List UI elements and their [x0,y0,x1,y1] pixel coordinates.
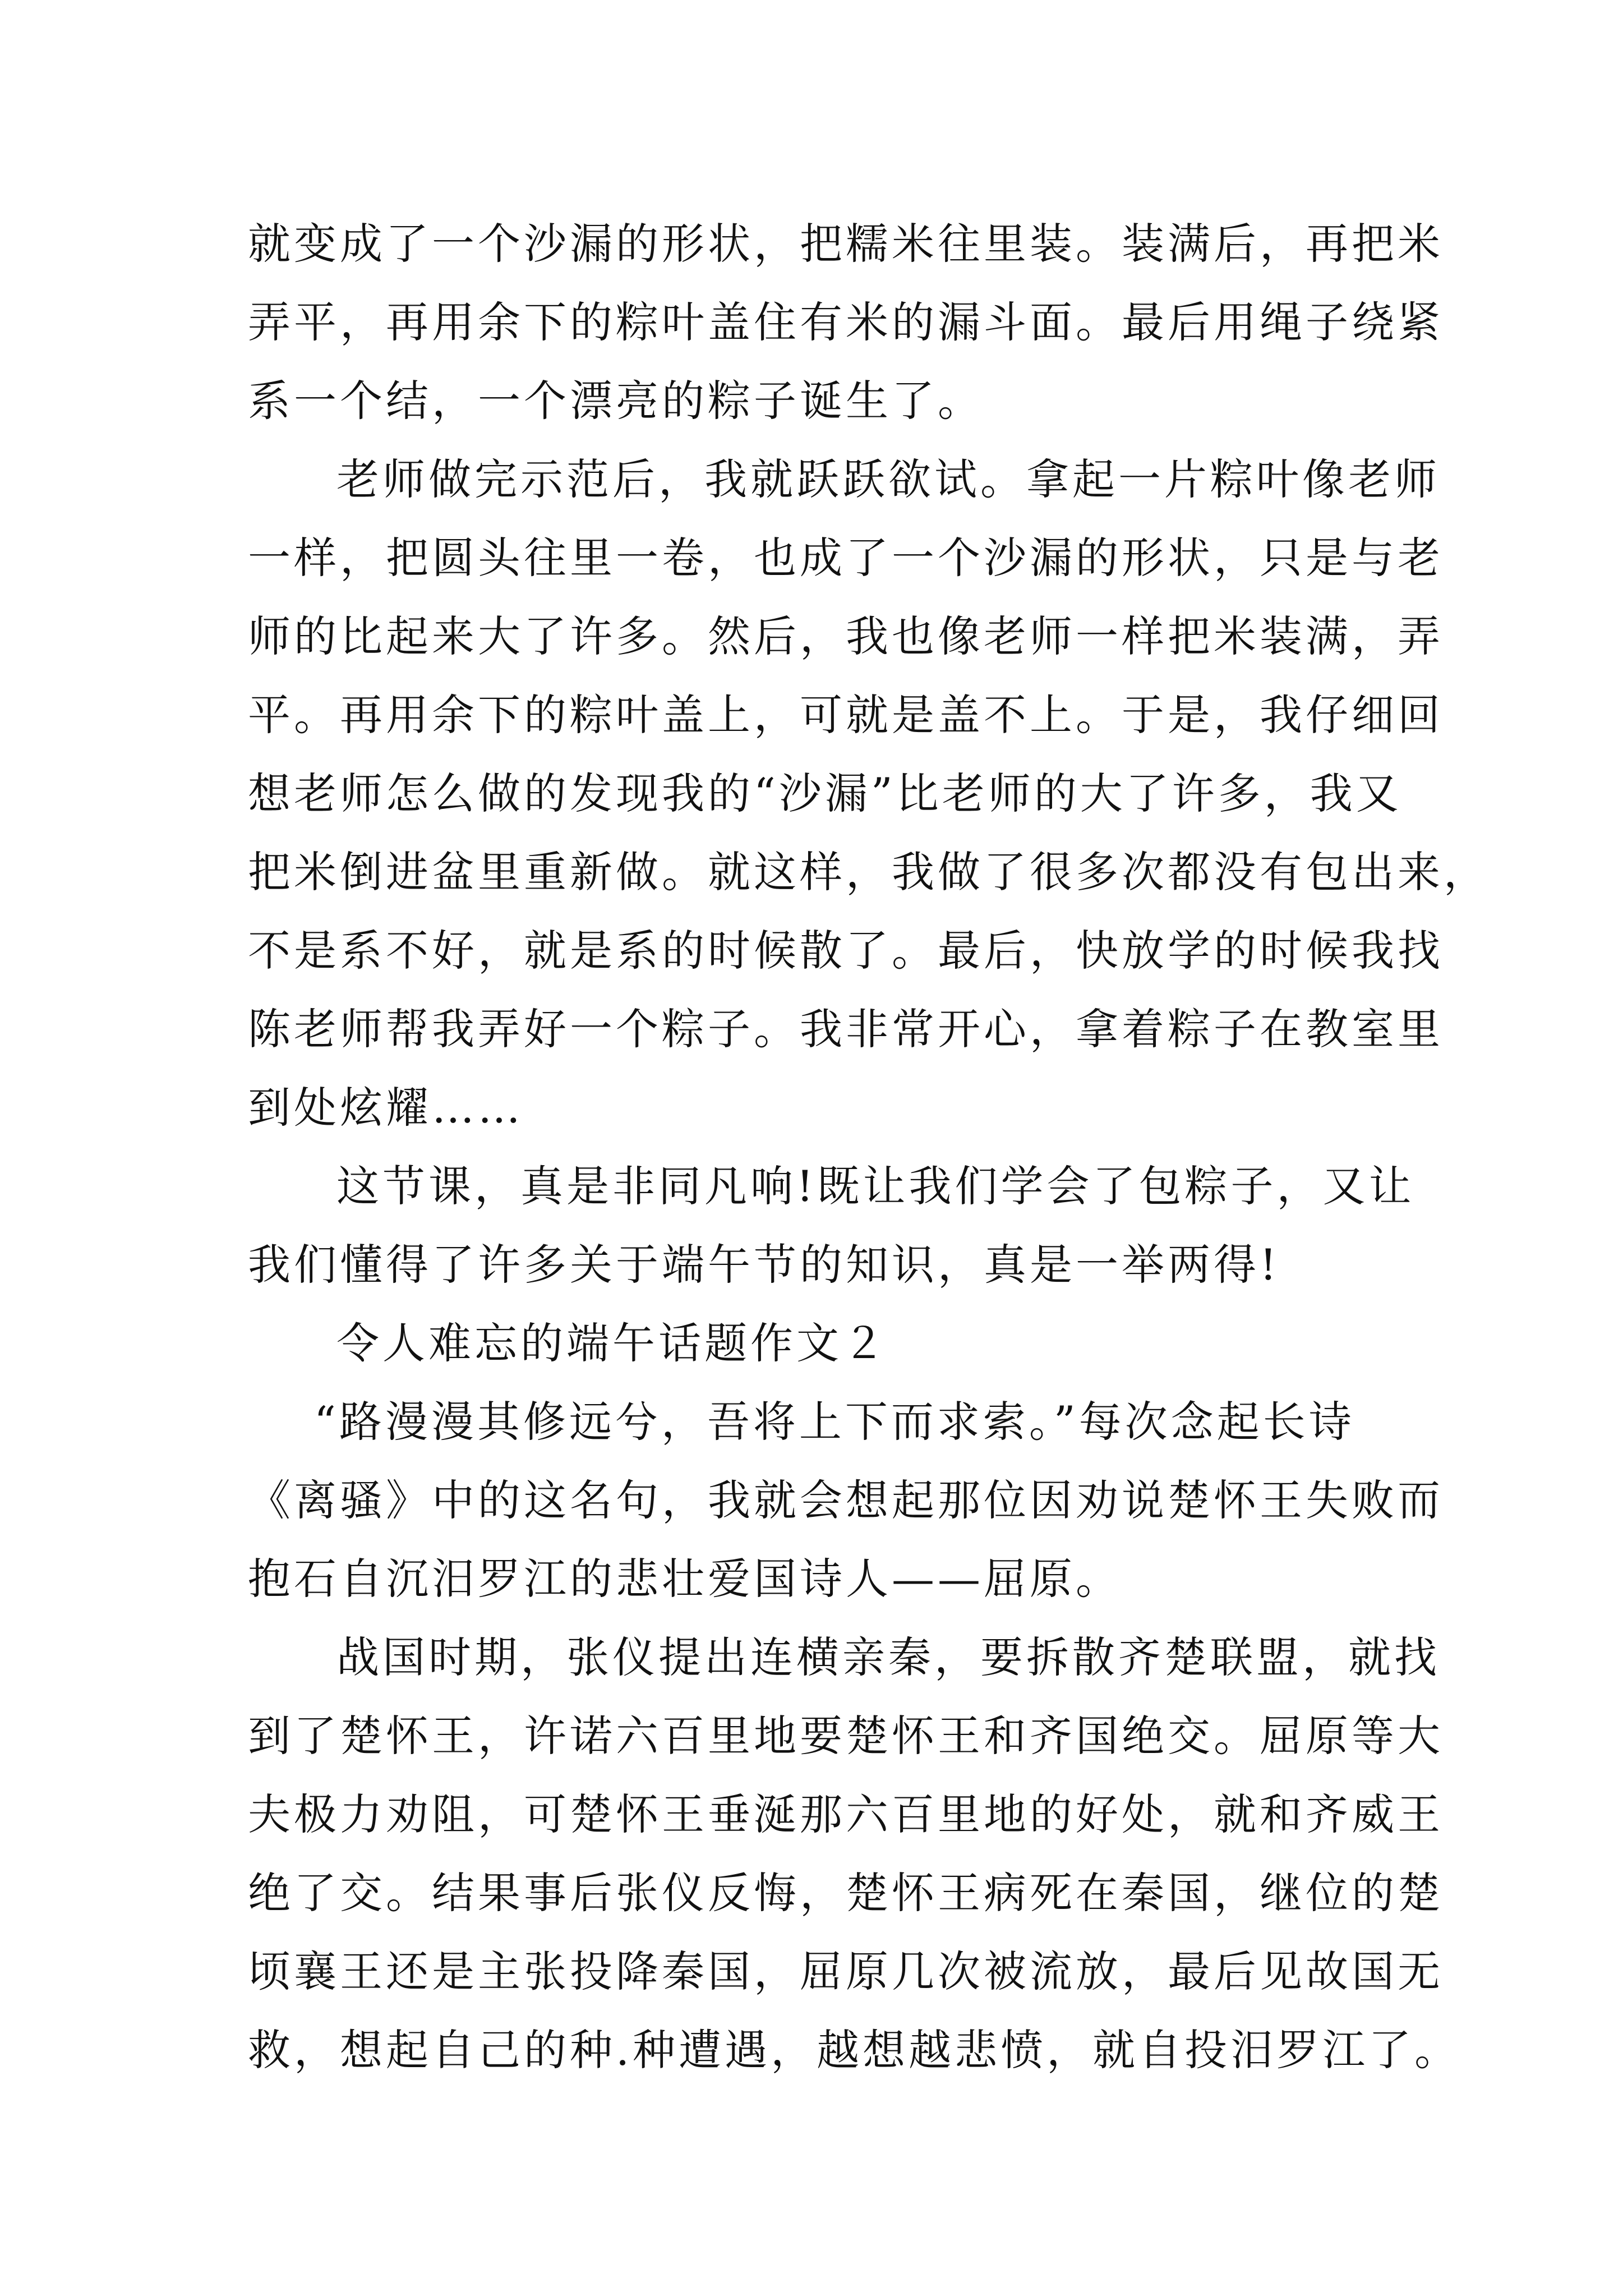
text-line: 抱石自沉汨罗江的悲壮爱国诗人——屈原。 [248,1554,1122,1604]
text-line: 救，想起自己的种.种遭遇，越想越悲愤，就自投汨罗江了。 [248,2025,1461,2075]
text-line: 把米倒进盆里重新做。就这样，我做了很多次都没有包出来， [248,847,1490,897]
text-line: 师的比起来大了许多。然后，我也像老师一样把米装满，弄 [248,611,1444,661]
text-line: 系一个结，一个漂亮的粽子诞生了。 [248,376,984,426]
paragraph-first-line: “路漫漫其修远兮，吾将上下而求索。”每次念起长诗 [314,1397,1355,1447]
text-line: 绝了交。结果事后张仪反悔，楚怀王病死在秦国，继位的楚 [248,1868,1444,1918]
text-line: 一样，把圆头往里一卷，也成了一个沙漏的形状，只是与老 [248,533,1444,583]
section-title: 令人难忘的端午话题作文２ [336,1318,888,1368]
paragraph-first-line: 老师做完示范后，我就跃跃欲试。拿起一片粽叶像老师 [336,454,1440,504]
paragraph-first-line: 这节课，真是非同凡响!既让我们学会了包粽子，又让 [336,1161,1415,1211]
text-line: 想老师怎么做的发现我的“沙漏”比老师的大了许多，我又 [248,769,1402,818]
text-line: 夫极力劝阻，可楚怀王垂涎那六百里地的好处，就和齐威王 [248,1789,1444,1839]
text-line: 不是系不好，就是系的时候散了。最后，快放学的时候我找 [248,926,1444,976]
text-line: 平。再用余下的粽叶盖上，可就是盖不上。于是，我仔细回 [248,690,1444,740]
text-line: 陈老师帮我弄好一个粽子。我非常开心，拿着粽子在教室里 [248,1004,1444,1054]
text-line: 到了楚怀王，许诺六百里地要楚怀王和齐国绝交。屈原等大 [248,1711,1444,1761]
paragraph-first-line: 战国时期，张仪提出连横亲秦，要拆散齐楚联盟，就找 [336,1632,1440,1682]
text-line: 《离骚》中的这名句，我就会想起那位因劝说楚怀王失败而 [248,1475,1444,1525]
text-line: 就变成了一个沙漏的形状，把糯米往里装。装满后，再把米 [248,219,1444,269]
text-line: 顷襄王还是主张投降秦国，屈原几次被流放，最后见故国无 [248,1947,1444,1996]
text-line: 到处炫耀…… [248,1083,524,1133]
text-line: 我们懂得了许多关于端午节的知识，真是一举两得! [248,1240,1280,1290]
text-line: 弄平，再用余下的粽叶盖住有米的漏斗面。最后用绳子绕紧 [248,297,1444,347]
